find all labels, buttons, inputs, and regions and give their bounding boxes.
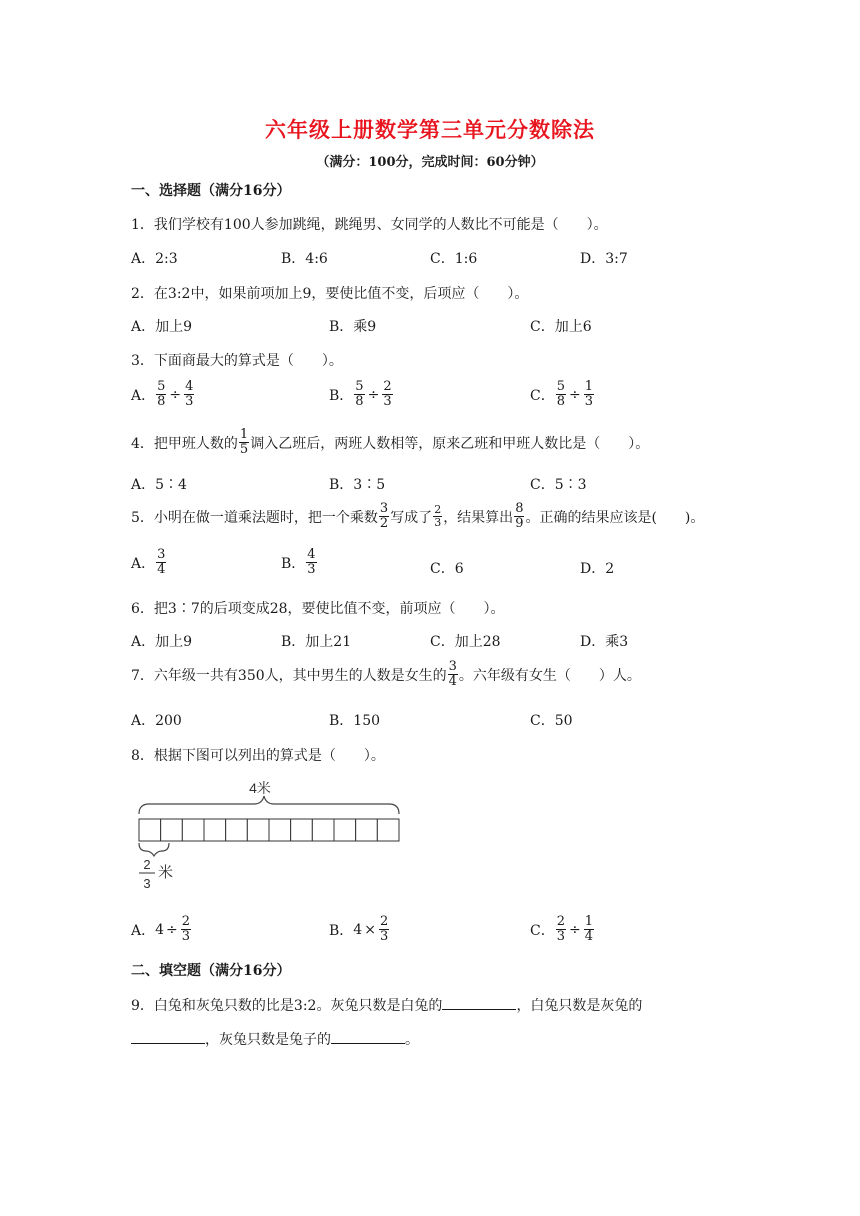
option-label: B． xyxy=(281,555,306,572)
option-2c: C．加上6 xyxy=(530,319,592,335)
question-7 xyxy=(131,660,641,689)
total-length-label: 4米 xyxy=(249,780,271,796)
question-3: 3．下面商最大的算式是（ ）。 xyxy=(131,353,343,369)
fraction: $\frac{2}{3}$ xyxy=(556,914,565,944)
option-7b: B．150 xyxy=(329,713,381,729)
page-title: 六年级上册数学第三单元分数除法 xyxy=(265,117,595,142)
answer-blank[interactable] xyxy=(131,1031,205,1044)
fraction: $\frac{2}{3}$ xyxy=(379,914,389,944)
fraction: $\frac{4}{3}$ xyxy=(185,379,194,409)
option-5b xyxy=(281,548,318,577)
question-6: 6．把3∶7的后项变成28，要使比值不变，前项应（ ）。 xyxy=(131,601,505,617)
option-1d: D．3:7 xyxy=(580,251,628,267)
divide-symbol: ÷ xyxy=(569,921,581,938)
question-5 xyxy=(131,502,704,531)
option-8a xyxy=(131,915,192,944)
option-label: A． xyxy=(131,922,156,939)
option-label: C． xyxy=(530,922,555,939)
option-label: A． xyxy=(131,387,156,404)
option-1b: B．4:6 xyxy=(281,251,328,267)
top-brace xyxy=(139,796,399,814)
question-5-text-mid: 写成了 xyxy=(390,509,433,526)
divide-symbol: ÷ xyxy=(166,921,178,938)
fraction: $\frac{5}{8}$ xyxy=(355,379,364,409)
question-4-text-pre: 4．把甲班人数的 xyxy=(131,435,238,452)
fraction: $\frac{1}{4}$ xyxy=(584,914,594,944)
option-label: A． xyxy=(131,555,156,572)
segment-cell xyxy=(161,819,183,841)
fraction: $\frac{8}{9}$ xyxy=(515,501,524,531)
bottom-brace xyxy=(139,843,169,856)
segment-cell xyxy=(356,819,378,841)
fraction: $\frac{2}{3}$ xyxy=(181,914,191,944)
option-3b xyxy=(329,380,394,409)
option-8c xyxy=(530,915,595,944)
segment-diagram-svg xyxy=(134,776,404,894)
question-4 xyxy=(131,428,649,457)
segment-cell xyxy=(139,819,161,841)
question-4-text-post: 调入乙班后，两班人数相等，原来乙班和甲班人数比是（ ）。 xyxy=(250,435,650,452)
section-heading-choice: 一、选择题（满分16分） xyxy=(131,183,291,199)
segment-cell xyxy=(377,819,399,841)
fraction: $\frac{5}{8}$ xyxy=(556,379,565,409)
question-5-text-post: 。正确的结果应该是( )。 xyxy=(525,509,705,526)
integer: 4 xyxy=(155,921,165,938)
page-subtitle: （满分：100分，完成时间：60分钟） xyxy=(316,155,544,170)
option-4b: B．3∶5 xyxy=(329,477,386,493)
divide-symbol: ÷ xyxy=(367,386,380,403)
fraction: $\frac{2}{3}$ xyxy=(434,503,442,529)
fraction: $\frac{3}{2}$ xyxy=(379,501,389,531)
question-9-text: 。 xyxy=(405,1032,419,1048)
divide-symbol: ÷ xyxy=(169,386,182,403)
option-6b: B．加上21 xyxy=(281,634,352,650)
option-5c: C．6 xyxy=(430,561,464,577)
question-1: 1．我们学校有100人参加跳绳，跳绳男、女同学的人数比不可能是（ ）。 xyxy=(131,217,608,233)
integer: 4 xyxy=(353,921,363,938)
segment-cell xyxy=(182,819,204,841)
part-fraction-denominator: 3 xyxy=(143,876,151,891)
option-3a xyxy=(131,380,195,409)
segment-cell xyxy=(269,819,291,841)
option-2a: A．加上9 xyxy=(131,319,193,335)
answer-blank[interactable] xyxy=(442,997,516,1010)
option-5d: D．2 xyxy=(580,561,615,577)
question-8: 8．根据下图可以列出的算式是（ ）。 xyxy=(131,748,385,764)
option-6d: D．乘3 xyxy=(580,634,629,650)
question-9-text: ，灰兔只数是兔子的 xyxy=(205,1032,331,1048)
segment-cell xyxy=(204,819,226,841)
option-8b xyxy=(329,915,390,944)
option-4c: C．5∶3 xyxy=(530,477,587,493)
question-9-line-2 xyxy=(131,1029,419,1049)
option-3c xyxy=(530,380,595,409)
option-label: C． xyxy=(530,387,555,404)
option-label: B． xyxy=(329,922,354,939)
segment-cells xyxy=(139,819,399,841)
question-5-text-pre: 5．小明在做一道乘法题时，把一个乘数 xyxy=(131,509,378,526)
option-6a: A．加上9 xyxy=(131,634,193,650)
multiply-symbol: × xyxy=(364,921,376,938)
option-1c: C．1:6 xyxy=(430,251,478,267)
option-4a: A．5∶4 xyxy=(131,477,187,493)
segment-cell xyxy=(291,819,313,841)
segment-diagram xyxy=(134,776,404,894)
fraction: $\frac{4}{3}$ xyxy=(307,547,316,577)
option-label: B． xyxy=(329,387,354,404)
section-heading-fill: 二、填空题（满分16分） xyxy=(131,963,291,979)
fraction: $\frac{1}{3}$ xyxy=(584,379,594,409)
divide-symbol: ÷ xyxy=(569,386,581,403)
option-6c: C．加上28 xyxy=(430,634,501,650)
fraction: $\frac{3}{4}$ xyxy=(157,547,166,577)
fraction: $\frac{3}{4}$ xyxy=(448,659,457,689)
question-9-text: ，白兔只数是灰兔的 xyxy=(516,998,643,1014)
question-7-text-post: 。六年级有女生（ ）人。 xyxy=(458,667,641,684)
question-7-text-pre: 7．六年级一共有350人，其中男生的人数是女生的 xyxy=(131,667,447,684)
option-1a: A．2:3 xyxy=(131,251,178,267)
segment-cell xyxy=(226,819,248,841)
answer-blank[interactable] xyxy=(331,1031,405,1044)
option-5a xyxy=(131,548,167,577)
fraction: $\frac{1}{5}$ xyxy=(239,427,249,457)
option-7a: A．200 xyxy=(131,713,182,729)
fraction: $\frac{5}{8}$ xyxy=(157,379,166,409)
part-unit-label: 米 xyxy=(158,864,174,881)
segment-cell xyxy=(312,819,334,841)
question-9-text: 9．白兔和灰兔只数的比是3:2。灰兔只数是白兔的 xyxy=(131,998,443,1014)
question-9-line-1 xyxy=(131,995,642,1015)
option-2b: B．乘9 xyxy=(329,319,377,335)
fraction: $\frac{2}{3}$ xyxy=(383,379,392,409)
segment-cell xyxy=(247,819,269,841)
question-5-text-mid: ，结果算出 xyxy=(443,509,514,526)
part-fraction-numerator: 2 xyxy=(143,857,151,872)
option-7c: C．50 xyxy=(530,713,573,729)
question-2: 2．在3:2中，如果前项加上9，要使比值不变，后项应（ ）。 xyxy=(131,286,529,302)
segment-cell xyxy=(334,819,356,841)
